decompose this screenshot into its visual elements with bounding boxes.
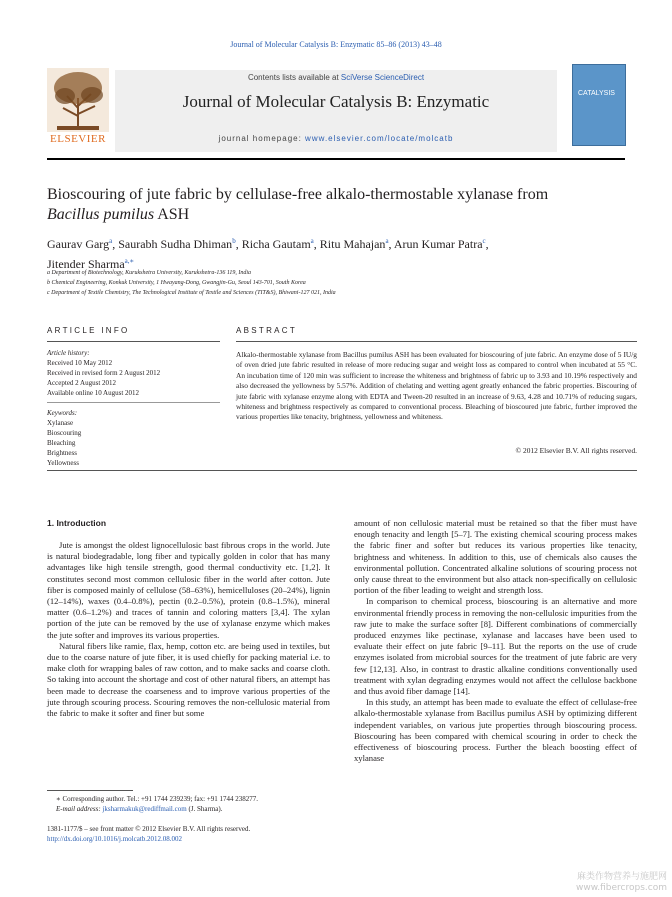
info-rule: [47, 341, 220, 342]
history-item: Received 10 May 2012: [47, 359, 113, 367]
email-link[interactable]: jksharmakuk@rediffmail.com: [102, 805, 187, 813]
abstract-heading: ABSTRACT: [236, 326, 298, 335]
author-name: Saurabh Sudha Dhiman: [118, 237, 233, 251]
keyword: Bleaching: [47, 439, 76, 447]
journal-reference[interactable]: Journal of Molecular Catalysis B: Enzymatic 85–86 (2013) 43–48: [230, 40, 442, 49]
author-name: Jitender Sharma: [47, 257, 125, 271]
title-main: Bioscouring of jute fabric by cellulase-free alkalo-thermostable xylanase from: [47, 186, 549, 203]
sciencedirect-link[interactable]: SciVerse ScienceDirect: [340, 73, 425, 82]
author-name: Arun Kumar Patra: [393, 237, 483, 251]
affiliation-c: c Department of Textile Chemistry, The Technological Institute of Textile and Sciences (TIT&S), Bhiwani-127 021, India: [47, 290, 336, 296]
homepage-prefix: journal homepage:: [218, 134, 306, 143]
affiliation-a: a Department of Biotechnology, Kurukshetra University, Kurukshetra-136 119, India: [47, 270, 252, 276]
body-paragraph: In this study, an attempt has been made to evaluate the effect of cellulase-free alkalo-thermostable xylanase from Bacillus pumilus ASH by optimizing different independent variables, on various jute properties through bioscouring process. Bioscouring has been compared with chemical scouring in order to check the effectiveness of bioscouring process. Further the bleach boosting effect of xylanase: [354, 697, 637, 764]
article-history: [47, 348, 160, 398]
contents-line: [115, 73, 557, 82]
journal-cover-image: [572, 64, 626, 146]
corresponding-line: ∗ Corresponding author. Tel.: +91 1744 239239; fax: +91 1744 238277.: [56, 795, 258, 803]
watermark-cn: 麻类作物营养与施肥网: [576, 872, 667, 882]
article-info-heading: ARTICLE INFO: [47, 326, 130, 335]
body-paragraph: In comparison to chemical process, bioscouring is an alternative and more environmental friendly process in removing the non-cellulosic impurities from the raw jute to make the surface softer [8]. Different combinations of commercially produced enzymes like pectinase, xylanase and laccases have been used to evaluate their effect on jute fabric [9–11]. But the reports on the use of crude enzymes isolated from microbial sources for the treatment of jute fabric are very few [12,13]. Also, in contrast to drastic alkaline conditions conventionally used treatment with xylan degrading enzymes would not affect the cellulose backbone and thus avoid fiber damage [14].: [354, 596, 637, 697]
author-affil-mark[interactable]: a,∗: [124, 257, 135, 265]
journal-title: Journal of Molecular Catalysis B: Enzymatic: [182, 92, 490, 111]
section-heading-introduction: 1. Introduction: [47, 518, 107, 528]
author-name: Richa Gautam: [241, 237, 311, 251]
keyword: Yellowness: [47, 459, 79, 467]
keywords: [47, 408, 81, 468]
watermark-url: www.fibercrops.com: [576, 883, 667, 893]
body-column-left: [47, 540, 330, 719]
keyword: Bioscouring: [47, 429, 82, 437]
author-affil-mark[interactable]: a: [109, 237, 113, 245]
title-species: Bacillus pumilus: [47, 206, 155, 223]
homepage-line: [115, 134, 557, 143]
history-item: Available online 10 August 2012: [47, 389, 140, 397]
email-label: E-mail address:: [56, 805, 103, 813]
footnote-rule: [47, 790, 133, 791]
author-affil-mark[interactable]: a: [310, 237, 314, 245]
body-paragraph: Jute is amongst the oldest lignocellulosic bast fibrous crops in the world. Jute is natural biodegradable, long fiber and typically golden in color that has many advantages like high tensile strength, good thermal conductivity etc. [1,2]. It constitutes second most common cellulosic fiber in the world after cotton. Jute fiber is composed mainly of cellulose (58–63%), hemicelluloses (20–24%), lignin (12–14%), waxes (0.4–0.8%), pectin (0.2–0.5%), protein (0.8–1.5%), mineral matter (0.6–1.2%) and traces of tannin and coloring matters [3,4]. The xylan portion of the jute can be removed by the use of xylanase enzyme which makes the jute softer and improves its various properties.: [47, 540, 330, 640]
homepage-link[interactable]: www.elsevier.com/locate/molcatb: [305, 134, 454, 143]
author-affil-mark[interactable]: a: [385, 237, 389, 245]
header-rule: [47, 158, 625, 160]
affiliation-b: b Chemical Engineering, Konkuk University, 1 Hwayang-Dong, Gwangjin-Gu, Seoul 143-701, South Korea: [47, 280, 306, 286]
keywords-label: Keywords:: [47, 409, 78, 417]
history-item: Received in revised form 2 August 2012: [47, 369, 161, 377]
body-paragraph: amount of non cellulosic material must be retained so that the fiber must have enough tenacity and length [5–7]. The existing chemical scouring process makes the fabric finer and softer but reduces its various properties like tenacity, brightness and whiteness. In addition to this, use of chemicals also causes the environmental pollution. Concentrated alkaline solutions of scouring process not only cause threat to the environment but also attack non-specifically on cellulosic portion of the fiber leading to weight and strength loss.: [354, 518, 637, 596]
author-affil-mark[interactable]: c: [482, 237, 486, 245]
site-watermark: [545, 872, 667, 894]
contents-prefix: Contents lists available at: [247, 73, 341, 82]
abstract-rule: [236, 341, 637, 342]
body-paragraph: Natural fibers like ramie, flax, hemp, cotton etc. are being used in textiles, but due to the coarse nature of jute fiber, it is used chiefly for packing material i.e. to make cloth for wrapping bales of raw cotton, and to make sacks and coarse cloth. So taking into account the shortage and cost of other natural fibers, an attempt has been made to decrease the coarseness and to improve various properties of the jute through scouring process. Scouring removes the non-cellulosic material from the fabric to make it softer and finer but some: [47, 640, 330, 719]
publisher-name: ELSEVIER: [50, 133, 106, 145]
cover-title: CATALYSIS: [578, 90, 615, 97]
abstract-bottom-rule: [47, 470, 637, 471]
article-title: [47, 185, 637, 225]
author-affil-mark[interactable]: b: [232, 237, 236, 245]
history-label: Article history:: [47, 349, 90, 357]
abstract-text: Alkalo-thermostable xylanase from Bacillus pumilus ASH has been evaluated for bioscouring of jute fabric. An enzyme dose of 5 IU/g of oven dried jute fabric resulted in release of more reducing sugar and weight loss as compared to control when incubated at 55 °C. An incubation time of 120 min was sufficient to increase the whiteness and brightness of fabric up to 3.93 and 10.19% respectively and also decreased the yellowness by 5.57%. Addition of chelating and wetting agent greatly enhanced the fabric properties. Biscouring of jute fabric with xylanase enzyme along with EDTA and Tween-20 resulted in an increase of 9.63, 4.28 and 10.71% of reducing sugars, whiteness and brightness respectively as compared to conventional process. Bleaching of bioscoured jute fabric, further improved the various properties like tenacity, brightness, yellowness and whiteness.: [236, 350, 637, 422]
info-divider: [47, 402, 220, 403]
history-item: Accepted 2 August 2012: [47, 379, 117, 387]
issn-block: [47, 824, 397, 844]
issn-line: 1381-1177/$ – see front matter © 2012 Elsevier B.V. All rights reserved.: [47, 825, 251, 833]
email-suffix: (J. Sharma).: [186, 805, 223, 813]
keyword: Xylanase: [47, 419, 74, 427]
keyword: Brightness: [47, 449, 77, 457]
author-name: Ritu Mahajan: [319, 237, 386, 251]
doi-link[interactable]: http://dx.doi.org/10.1016/j.molcatb.2012.08.002: [47, 835, 183, 843]
abstract-copyright: © 2012 Elsevier B.V. All rights reserved.: [515, 446, 637, 455]
corresponding-author-footnote: [56, 794, 356, 814]
author-list: Gaurav Garg$^a$, Saurabh Sudha Dhiman$^b$, Richa Gautam$^a$, Ritu Mahajan$^a$, Arun Kumar Patra$^c$, Jitender Sharma$^{a,∗}$: [47, 237, 489, 271]
title-strain: ASH: [154, 206, 190, 223]
body-column-right: [354, 518, 637, 764]
author-name: Gaurav Garg: [47, 237, 110, 251]
